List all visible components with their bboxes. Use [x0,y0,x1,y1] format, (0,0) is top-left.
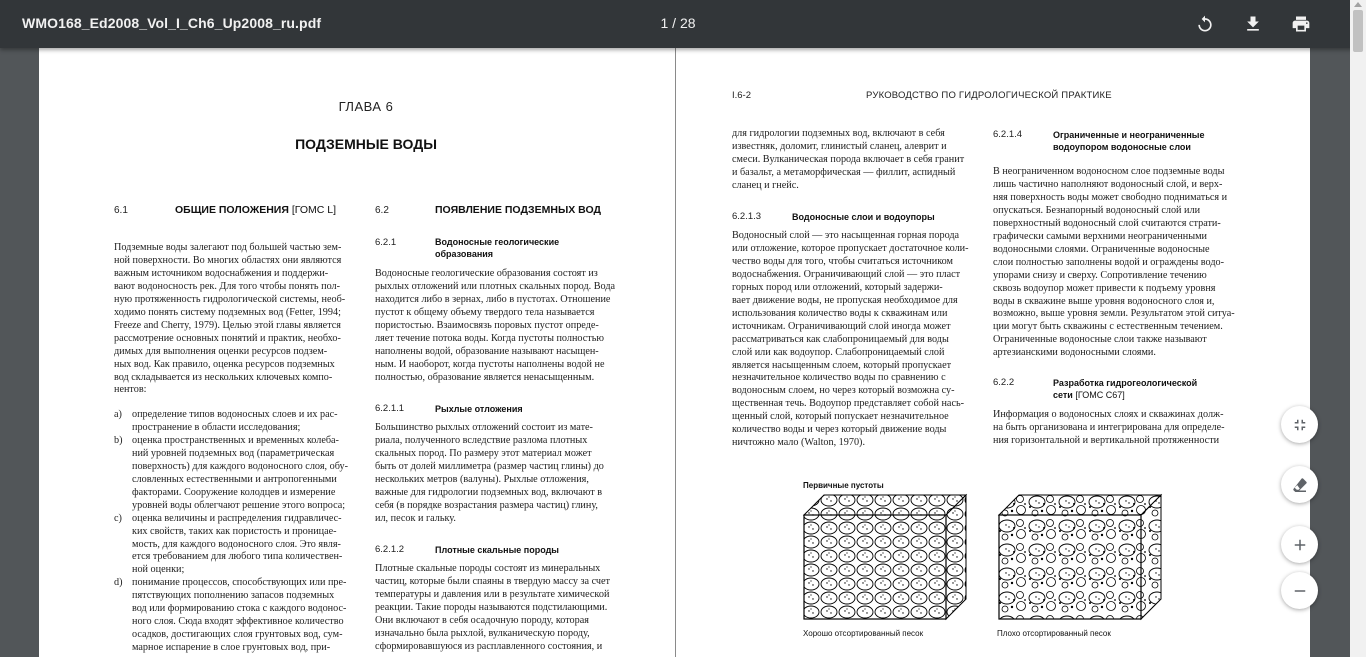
subsection-number: 6.2.1.1 [375,403,405,414]
text-line: факторами. Сооружение колодцев и измерение [132,486,336,498]
list-text [132,513,356,578]
rotate-button[interactable] [1191,10,1219,38]
subsection-number: 6.2.1.3 [732,211,762,222]
title-line: образования [435,249,494,259]
print-icon [1291,14,1311,34]
text-line: вод или формированию стока с каждого водонос- [132,603,347,615]
paragraph [375,563,617,654]
text-line: ного слоя. Сюда входят эффективное количество [132,616,344,628]
text-line: находится либо в зернах, либо в пустотах. Отношение [375,293,611,305]
title-line: водоупором водоносные слои [1053,142,1191,152]
text-line: лишь частично наполняют водоносный слой, и верх- [993,178,1223,190]
text-line: пятствующих пополнению запасов подземных [132,590,335,602]
text-line: Плотные скальные породы состоят из минеральных [375,563,601,574]
text-line: рыхлых отложений или плотных скальных пород. Вода [375,280,616,292]
subsection-number: 6.2.2 [993,377,1015,388]
component-list [114,409,356,655]
section-ref: [ГОМС L] [291,204,337,216]
title-line: Разработка гидрогеологической [1053,378,1198,388]
figure-caption: Плохо отсортированный песок [997,629,1111,638]
text-line: сквозь водоупор может привести к подъему уровня [993,282,1216,294]
text-line: ным. И наоборот, когда пустоты наполнены водой не [375,358,605,370]
text-line: важные для гидрологии подземных вод, включают в [375,486,603,498]
text-line: Информация о водоносных слоях и скважинах долж- [993,409,1224,420]
scroll-up-arrow-icon[interactable] [1354,2,1362,7]
text-line: рассмотрение основных понятий и практик, необхо- [114,332,341,344]
text-line: важным источником водоснабжения и поддержи- [114,267,329,279]
title-text: сети [1053,390,1073,400]
list-label: b) [114,434,123,446]
text-line: упорами снизу и сверху. Сопротивление течению [993,269,1207,281]
text-line: риала, полученного вследствие разлома плотных [375,434,588,446]
subsection-number: 6.2.1 [375,237,397,248]
text-line: Водоносные геологические образования состоят из [375,268,598,279]
pdf-page-spread [39,48,1310,657]
list-label: d) [114,577,123,589]
subsection-title [1053,129,1205,153]
zoom-out-icon [1291,582,1309,600]
title-line: Водоносные геологические [435,237,560,247]
zoom-in-button[interactable] [1281,526,1318,563]
figure-caption: Хорошо отсортированный песок [803,629,924,638]
text-line: для гидрологии подземных вод, включают в себя [732,128,945,139]
text-line: воды в скважине выше уровня водоносного слоя и, [993,295,1215,307]
text-line: Freeze and Cherry, 1979). Целью этой главы является [114,319,341,331]
document-title: WMO168_Ed2008_Vol_I_Ch6_Up2008_ru.pdf [22,15,322,31]
text-line: поверхностный водоносный слой считаются страти- [993,217,1221,229]
rotate-icon [1195,14,1215,34]
text-line: на быть организована и интегрирована для определе- [993,421,1225,433]
annotate-icon [1291,476,1309,494]
text-line: словленных естественными и антропогенными [132,473,337,485]
subsection-title: Плотные скальные породы [435,545,559,555]
text-line: ется требованием для любого типа количествен- [132,551,343,563]
text-line: опускаться. Безнапорный водоносный слой или [993,204,1201,216]
text-line: и базальт, а метаморфическая — филлит, аспидный [732,166,956,178]
paragraph [375,268,617,385]
fit-page-icon [1291,416,1309,434]
text-line: незначительное количество воды по сравнению с [732,372,946,384]
page-indicator[interactable]: 1 / 28 [660,15,696,31]
text-line: частиц, которые были спаяны в твердую массу за счет [375,575,610,587]
subsection-number: 6.2.1.2 [375,544,405,555]
text-line: Водоносный слой — это насыщенная горная порода [732,230,960,241]
text-line: ной поверхности. Во многих областях они являются [114,254,342,266]
text-line: Подземные воды залегают под большей частью зем- [114,242,342,253]
section-number: 6.1 [114,205,128,216]
annotate-button[interactable] [1281,466,1318,503]
running-header: РУКОВОДСТВО ПО ГИДРОЛОГИЧЕСКОЙ ПРАКТИКЕ [866,90,1112,101]
text-line: смеси. Вулканическая порода включает в себя гранит [732,153,965,165]
text-line: нескольких метров (валуны). Рыхлые отложения, [375,473,589,485]
list-item [114,513,356,578]
subsection-title [1053,377,1197,401]
text-line: няя поверхность воды может свободно подниматься и [993,191,1228,203]
paragraph [993,166,1235,360]
text-line: реакции. Такие породы называются подстилающими. [375,601,608,613]
text-line: сланец и гнейс. [732,179,799,191]
text-line: мость, для каждого водоносного слоя. Это явля- [132,538,341,550]
text-line: ния горизонтальной и вертикальной протяженности [993,434,1220,446]
text-line: пористостью. Взаимосвязь поровых пустот опреде- [375,319,599,331]
text-line: ходимо понять систему подземных вод (Fetter, 1994; [114,306,341,318]
text-line: водоносным слоем, но через который возможна су- [732,385,955,397]
text-line: является насыщенным слоем, который пропускает [732,359,952,371]
text-line: ил, песок и гальку. [375,512,456,524]
paragraph [732,230,974,450]
well-sorted-sand-cube [802,493,968,621]
subsection-title: Водоносные слои и водоупоры [792,212,935,222]
zoom-in-icon [1291,536,1309,554]
text-line: изначально была рыхлой, вулканическую породу, [375,627,590,639]
text-line: ничтожно мало (Walton, 1970). [732,437,865,449]
list-label: a) [114,409,122,420]
title-line [1053,389,1197,401]
text-line: себя (в порядке возрастания размера частиц) глину, [375,499,598,511]
text-line: ции могут быть скважины с естественным течением. [993,321,1223,333]
paragraph [375,422,617,526]
text-line: Большинство рыхлых отложений состоит из мате- [375,422,593,433]
download-button[interactable] [1239,10,1267,38]
text-line: вает движение воды, не пропуская необходимое для [732,294,958,306]
list-label: c) [114,512,122,524]
text-line: Они включают в себя осадочную породу, которая [375,614,589,626]
subsection-number: 6.2.1.4 [993,129,1023,140]
text-line: определение типов водоносных слоев и их рас- [132,409,338,420]
section-number: 6.2 [375,205,389,216]
text-line: водоносными слоями. Ограниченные водоносные [993,243,1210,255]
print-button[interactable] [1287,10,1315,38]
text-line: уровней воды облегчают решение этого вопроса; [132,499,346,511]
paragraph [114,242,356,397]
text-line: источникам. Ограничивающий слой иногда может [732,320,951,332]
list-text [132,435,356,513]
list-text [132,409,356,435]
text-line: полностью, образование является ненасыщенным. [375,371,595,383]
vertical-scrollbar[interactable] [1350,0,1366,657]
zoom-out-button[interactable] [1281,572,1318,609]
text-line: рассматриваться как слабопроницаемый для воды [732,333,949,345]
text-line: горных пород или отложений, который задержи- [732,281,943,293]
download-icon [1243,14,1263,34]
text-line: оценка пространственных и временных колеба- [132,434,339,446]
poorly-sorted-sand-cube [997,493,1163,621]
text-line: щенный слой, который попускает незначительное [732,411,949,423]
scrollbar-thumb[interactable] [1353,10,1363,52]
text-line: Ограниченные водоносные слои также называют [993,334,1207,346]
page-number-header: I.6-2 [732,90,752,101]
text-line: слои полностью заполнены водой и ограждены водо- [993,256,1224,268]
paragraph [732,128,974,193]
text-line: или отложение, которое пропускает достаточное коли- [732,242,969,254]
text-line: быть от долей миллиметра (размер частиц глины) до [375,460,604,472]
text-line: использования количество воды к скважинам или [732,307,948,319]
text-line: димых для выполнения оценки ресурсов подзем- [114,345,328,357]
text-line: ных вод. Как правило, оценка ресурсов подземных [114,358,335,370]
section-title: ПОЯВЛЕНИЕ ПОДЗЕМНЫХ ВОД [435,204,601,216]
section-ref: [ГОМС C67] [1075,390,1125,400]
text-line: В неограниченном водоносном слое подземные воды [993,166,1225,177]
text-line: оценка величины и распределения гидравличес- [132,512,342,524]
text-line: известняк, доломит, глинистый сланец, алеврит и [732,140,947,152]
text-line: количество воды и через который движение воды [732,424,947,436]
text-line: ляет течение потока воды. Когда пустоты полностью [375,332,604,344]
title-line: Ограниченные и неограниченные [1053,130,1205,140]
text-line: сформировавшуюся из расплавленного состояния, и [375,640,603,652]
text-line: вают водоносность рек. Для того чтобы понять пол- [114,280,341,292]
text-line: вод складывается из нескольких ключевых компо- [114,371,333,383]
text-line: пространение в области исследования; [132,421,301,433]
text-line: понимание процессов, способствующих или пре- [132,577,347,589]
text-line: поверхность) для каждого водоносного слоя, обу- [132,460,348,472]
text-line: щественная течь. Водоупор представляет собой нась- [732,398,964,410]
section-title-text: ОБЩИЕ ПОЛОЖЕНИЯ [175,204,289,216]
figure-label: Первичные пустоты [803,481,884,490]
fit-page-button[interactable] [1281,406,1318,443]
text-line: марное испарение в слое грунтовых вод, при- [132,642,331,654]
section-title [175,204,336,216]
pdf-toolbar [0,0,1366,48]
text-line: слой или как водоупор. Слабопроницаемый слой [732,346,945,358]
text-line: чество воды для того, чтобы считаться источником [732,255,954,267]
list-text [132,577,356,655]
text-line: ний уровней подземных вод (параметрическая [132,447,335,459]
text-line: пустот к общему объему твердого тела называется [375,306,595,318]
text-line: водоснабжения. Ограничивающий слой — это пласт [732,268,961,280]
text-line: нентов: [114,384,147,396]
text-line: температуры и давления или в результате химической [375,588,610,600]
text-line: осадков, достигающих слоя грунтовых вод, сум- [132,629,343,641]
subsection-title [435,236,559,260]
text-line: возможно, выше уровня земли. Результатом этой ситуа- [993,308,1235,320]
subsection-title: Рыхлые отложения [435,404,523,414]
text-line: ную протяженность гидрологической системы, необ- [114,293,346,305]
text-line: ной оценки; [132,564,185,576]
chapter-label: ГЛАВА 6 [338,99,394,114]
text-line: артезианскими водоносными слоями. [993,347,1156,359]
text-line: наполнены водой, образование называют насыщен- [375,345,599,357]
chapter-title: ПОДЗЕМНЫЕ ВОДЫ [295,136,437,152]
paragraph [993,409,1235,448]
list-item [114,577,356,655]
list-item [114,435,356,513]
text-line: скальных пород. По размеру этот материал может [375,447,592,459]
text-line: графически самыми верхними неограниченными [993,230,1207,242]
list-item [114,409,356,435]
text-line: ких свойств, таких как пористость и проницае- [132,525,337,537]
